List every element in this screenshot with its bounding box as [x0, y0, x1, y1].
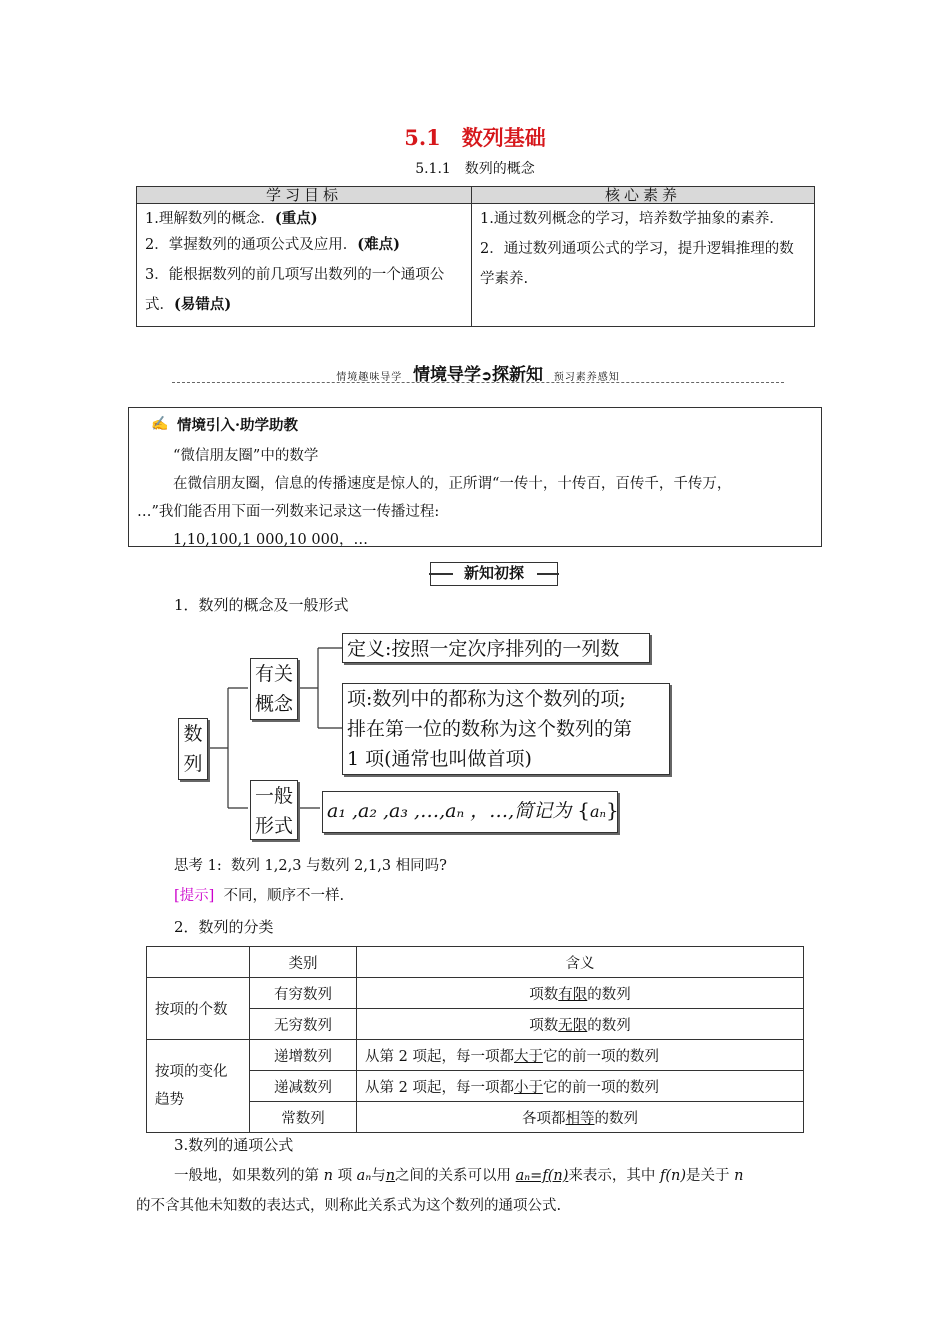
scene-sequence: 1,10,100,1 000,10 000，… — [173, 532, 369, 548]
scene-heading: 情境引入·助学助教 — [177, 417, 299, 434]
table-row: 无穷数列 项数无限的数列 — [147, 1009, 804, 1040]
diagram-item: 项:数列中的都称为这个数列的项; 排在第一位的数称为这个数列的第 1 项(通常也叫做首项) — [342, 683, 670, 775]
goals-header-right: 核心素养 — [472, 187, 815, 204]
section3-heading: 3.数列的通项公式 — [174, 1136, 294, 1154]
table-header: 含义 — [357, 947, 804, 978]
literacy-item: 1.通过数列概念的学习，培养数学抽象的素养． — [480, 211, 784, 227]
literacy-item: 2．通过数列通项公式的学习，提升逻辑推理的数学素养. — [480, 241, 794, 287]
table-row: 常数列 各项都相等的数列 — [147, 1102, 804, 1133]
section3-para-line2: 的不含其他未知数的表达式，则称此关系式为这个数列的通项公式. — [136, 1198, 562, 1214]
page-subtitle: 5.1.1 数列的概念 — [415, 161, 535, 177]
goal-item: 1.理解数列的概念．(重点) — [145, 210, 318, 227]
section1-heading: 1．数列的概念及一般形式 — [174, 596, 349, 614]
diagram-general-form: a₁ ,a₂ ,a₃ ,…,aₙ ，…,简记为 {aₙ} — [322, 791, 618, 833]
goals-right-cell — [472, 204, 815, 327]
banner-left: 情境趣味导学 — [336, 372, 403, 383]
goals-header-left: 学习目标 — [137, 187, 472, 204]
banner-main: 情境导学➲探新知 — [413, 365, 543, 385]
diagram-definition: 定义:按照一定次序排列的一列数 — [342, 633, 650, 663]
page-title: 5.1 数列基础 — [404, 125, 546, 150]
pen-icon: ✍ — [151, 416, 169, 432]
scene-title: “微信朋友圈”中的数学 — [173, 448, 319, 464]
arrow-icon: ➲ — [481, 369, 492, 384]
classification-table — [146, 946, 804, 1133]
section3-para-line1: 一般地，如果数列的第 n 项 aₙ与n之间的关系可以用 aₙ=f(n)来表示，其中 f(n)是关于 n — [174, 1168, 744, 1184]
scene-box — [128, 407, 822, 547]
goal-item: 2．掌握数列的通项公式及应用．(难点) — [145, 236, 400, 253]
table-row: 按项的变化 趋势 递增数列 从第 2 项起，每一项都大于它的前一项的数列 — [147, 1040, 804, 1071]
xinzhi-banner: 新知初探 — [430, 562, 558, 586]
diagram-node-concept: 有关 概念 — [250, 658, 298, 720]
banner-right: 预习素养感知 — [553, 372, 620, 383]
goals-table — [136, 186, 815, 327]
think-question: 思考 1: 数列 1,2,3 与数列 2,1,3 相同吗? — [174, 858, 447, 874]
think-hint: [提示] 不同，顺序不一样. — [174, 888, 345, 904]
diagram-root: 数 列 — [178, 718, 208, 780]
diagram-node-form: 一般 形式 — [250, 780, 298, 840]
scene-body: …”我们能否用下面一列数来记录这一传播过程: — [137, 504, 440, 520]
section2-heading: 2．数列的分类 — [174, 918, 274, 936]
section-banner — [172, 360, 784, 390]
scene-body: 在微信朋友圈，信息的传播速度是惊人的，正所谓“一传十，十传百，百传千，千传万， — [173, 476, 732, 492]
table-header: 类别 — [250, 947, 357, 978]
table-row: 按项的个数 有穷数列 项数有限的数列 — [147, 978, 804, 1009]
goals-left-cell — [137, 204, 472, 327]
notation-braces: { — [577, 798, 590, 822]
table-cell — [147, 947, 250, 978]
table-row: 递减数列 从第 2 项起，每一项都小于它的前一项的数列 — [147, 1071, 804, 1102]
goal-item: 3．能根据数列的前几项写出数列的一个通项公式．(易错点) — [145, 267, 445, 313]
